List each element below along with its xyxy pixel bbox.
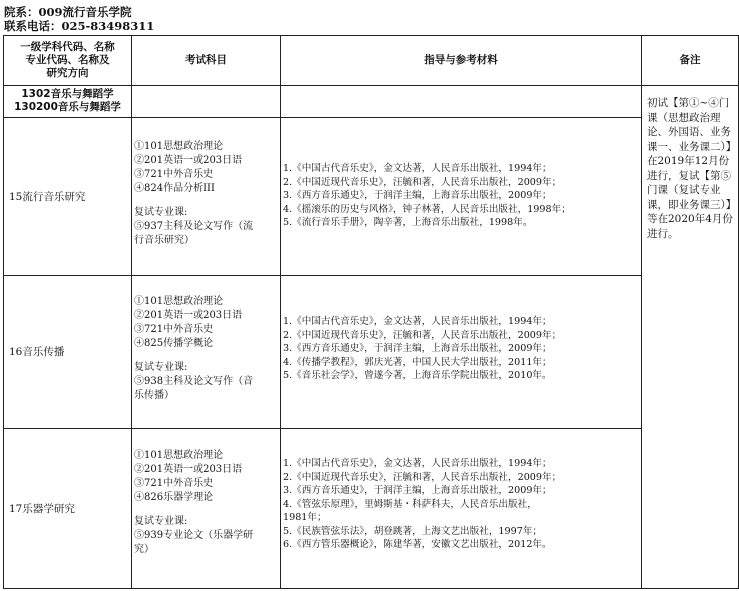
- col-header-subjects: 考试科目: [185, 54, 227, 66]
- reference-item: 5.《流行音乐手册》，陶辛著，上海音乐出版社，1998年。: [283, 217, 533, 228]
- subject-item: ③721中外音乐史: [134, 324, 214, 335]
- retest-item: 乐传播）: [134, 390, 174, 401]
- reference-item: 2.《中国近现代音乐史》，汪毓和著，人民音乐出版社，2009年；: [283, 471, 562, 483]
- program-references: [283, 162, 640, 272]
- subject-item: ①101思想政治理论: [134, 296, 224, 307]
- program-name: 16音乐传播: [9, 346, 65, 358]
- reference-item: 1981年；: [283, 512, 327, 523]
- subject-item: ③721中外音乐史: [134, 169, 214, 180]
- retest-item: ⑤937主科及论文写作（流: [134, 221, 254, 232]
- reference-item: 1.《中国古代音乐史》，金文达著，人民音乐出版社，1994年；: [283, 163, 552, 174]
- subject-item: ②201英语一或203日语: [134, 310, 243, 321]
- retest-item: ⑤938主科及论文写作（音: [134, 376, 254, 387]
- program-references: [283, 315, 640, 425]
- grid-line: [3, 85, 739, 86]
- grid-line: [280, 35, 281, 589]
- retest-label: 复试专业课:: [134, 362, 188, 373]
- subject-item: ②201英语一或203日语: [134, 155, 243, 166]
- discipline-cell: [4, 88, 131, 117]
- department-label: 院系：009流行音乐学院: [4, 5, 132, 19]
- program-subjects: [134, 295, 280, 428]
- retest-item: 行音乐研究）: [134, 235, 194, 246]
- reference-item: 3.《西方音乐通史》，于润洋主编，上海音乐出版社，2009年；: [283, 485, 552, 496]
- reference-item: 6.《西方管乐器概论》，陈建华著，安徽文艺出版社，2012年。: [283, 539, 552, 550]
- col-header-remarks: 备注: [679, 54, 701, 66]
- program-subjects: [134, 449, 280, 588]
- subject-item: ④826乐器学理论: [134, 492, 214, 503]
- subject-item: ②201英语一或203日语: [134, 464, 243, 475]
- remarks-cell: 初试【第①~④门课（思想政治理论、外国语、业务课一、业务课二）】在2019年12月份进行，复试【第⑤门课（复试专业课，即业务课三）】等在2020年4月份进行。: [647, 97, 733, 240]
- program-name: 17乐器学研究: [9, 502, 75, 515]
- subject-item: ④825传播学概论: [134, 338, 214, 349]
- col-header-discipline: 一级学科代码、名称 专业代码、名称及 研究方向: [20, 41, 115, 79]
- grid-line: [3, 588, 739, 589]
- retest-item: 究）: [134, 544, 154, 555]
- subject-item: ①101思想政治理论: [134, 141, 224, 152]
- reference-item: 2.《中国近现代音乐史》，汪毓和著，人民音乐出版社，2009年；: [283, 176, 562, 188]
- subject-item: ④824作品分析III: [134, 183, 215, 194]
- reference-item: 1.《中国古代音乐史》，金文达著，人民音乐出版社，1994年；: [283, 458, 552, 469]
- retest-label: 复试专业课:: [134, 207, 188, 218]
- reference-item: 4.《管弦乐原理》，里姆斯基・科萨科夫，人民音乐出版社，: [283, 498, 537, 510]
- grid-line: [131, 35, 132, 589]
- reference-item: 5.《音乐社会学》，曾遂今著，上海音乐学院出版社，2010年。: [283, 370, 552, 381]
- reference-item: 4.《摇滚乐的历史与风格》，钟子林著，人民音乐出版社，1998年；: [283, 203, 571, 215]
- discipline-code-2: 130200音乐与舞蹈学: [14, 101, 121, 113]
- program-references: [283, 457, 640, 587]
- program-name: 15流行音乐研究: [9, 190, 86, 203]
- retest-item: ⑤939专业论文（乐器学研: [134, 530, 254, 541]
- retest-label: 复试专业课:: [134, 516, 188, 527]
- reference-item: 3.《西方音乐通史》，于润洋主编，上海音乐出版社，2009年；: [283, 190, 552, 201]
- reference-item: 1.《中国古代音乐史》，金文达著，人民音乐出版社，1994年；: [283, 316, 552, 327]
- reference-item: 2.《中国近现代音乐史》，汪毓和著，人民音乐出版社，2009年；: [283, 329, 562, 341]
- program-subjects: [134, 140, 280, 275]
- subject-item: ③721中外音乐史: [134, 478, 214, 489]
- col-header-references: 指导与参考材料: [424, 54, 498, 66]
- reference-item: 3.《西方音乐通史》，于润洋主编，上海音乐出版社，2009年；: [283, 343, 552, 354]
- discipline-code-1: 1302音乐与舞蹈学: [21, 88, 114, 100]
- phone-label: 联系电话：025-83498311: [4, 19, 155, 33]
- reference-item: 4.《传播学教程》，郭庆光著，中国人民大学出版社，2011年；: [283, 356, 552, 368]
- subject-item: ①101思想政治理论: [134, 450, 224, 461]
- reference-item: 5.《民族管弦乐法》，胡登跳著，上海文艺出版社，1997年；: [283, 525, 543, 537]
